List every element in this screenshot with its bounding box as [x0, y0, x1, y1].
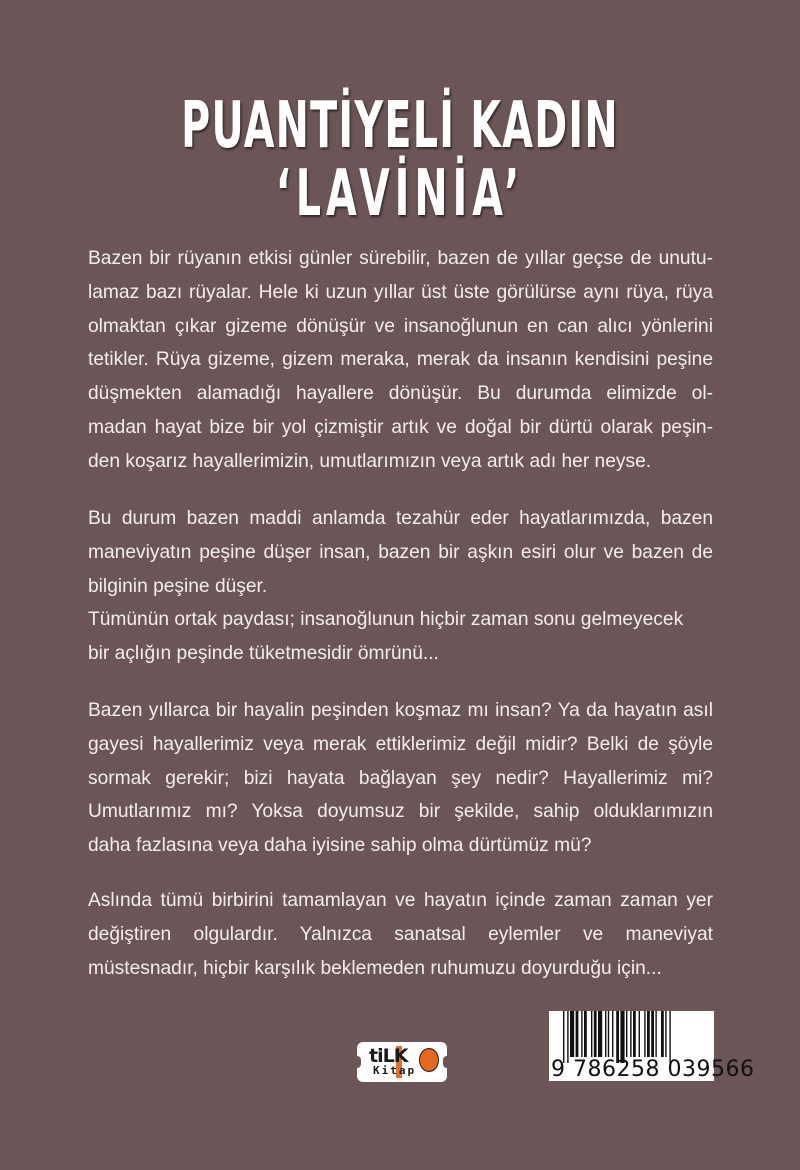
- text-line: Aslında tümü birbirini tamamlayan ve hayatın içinde zaman zaman yer: [88, 890, 713, 911]
- barcode-bar: [651, 1011, 654, 1057]
- text-line: tetikler. Rüya gizeme, gizem meraka, merak da insanın kendisini peşine: [88, 349, 713, 371]
- barcode-bar: [581, 1011, 582, 1057]
- barcode-bar: [591, 1011, 592, 1057]
- paragraph-2: [88, 502, 713, 671]
- publisher-logo: [357, 1042, 447, 1082]
- text-line: değiştiren olgulardır. Yalnızca sanatsal eylemler ve maneviyat: [88, 923, 713, 945]
- text-line: olmaktan çıkar gizeme dönüşür ve insanoğlunun en can alıcı yönlerini: [88, 315, 713, 337]
- barcode-bar: [576, 1011, 579, 1057]
- barcode-bar: [655, 1011, 656, 1057]
- text-line: Bazen bir rüyanın etkisi günler sürebilir, bazen de yıllar geçse de unutu-: [88, 248, 713, 269]
- book-subtitle: ‘LAVİNİA’: [275, 157, 525, 231]
- barcode-bar: [584, 1011, 587, 1057]
- logo-word: tiLK: [369, 1045, 408, 1067]
- barcode-bar: [605, 1011, 606, 1057]
- barcode-bars: [549, 1011, 714, 1063]
- barcode-bar: [633, 1011, 636, 1057]
- text-line: bir açlığın peşinde tüketmesidir ömrünü...: [88, 643, 439, 665]
- fox-icon: [419, 1048, 439, 1072]
- barcode-bar: [608, 1011, 609, 1057]
- text-line: den koşarız hayallerimizin, umutlarımızın veya artık adı her neyse.: [88, 450, 652, 472]
- barcode-bar: [616, 1011, 619, 1063]
- barcode-bar: [639, 1011, 640, 1057]
- barcode-bar: [563, 1011, 564, 1063]
- text-line: daha fazlasına veya daha iyisine sahip olma dürtümüz mü?: [88, 835, 592, 857]
- text-line: bilginin peşine düşer.: [88, 575, 268, 597]
- text-line: gayesi hayallerimiz veya merak ettiklerimiz değil midir? Belki de şöyle: [88, 733, 713, 755]
- book-title: PUANTİYELİ KADIN: [181, 89, 619, 163]
- barcode-bar: [661, 1011, 664, 1057]
- text-line: Bazen yıllarca bir hayalin peşinden koşmaz mı insan? Ya da hayatın asıl: [88, 700, 713, 721]
- barcode-bar: [644, 1011, 645, 1057]
- isbn-digits: 9 786258 039566: [551, 1057, 755, 1082]
- barcode-bar: [647, 1011, 650, 1057]
- text-line: Tümünün ortak paydası; insanoğlunun hiçbir zaman sonu gelmeyecek: [88, 609, 684, 631]
- barcode-bar: [570, 1011, 574, 1057]
- text-line: madan hayat bize bir yol çizmiştir artık ve doğal bir dürtü olarak peşin-: [88, 416, 713, 438]
- isbn-barcode: [549, 1011, 755, 1082]
- barcode-bar: [612, 1011, 613, 1057]
- text-line: Umutlarımız mı? Yoksa doyumsuz bir şekilde, sahip olduklarımızın: [88, 801, 713, 823]
- text-line: sormak gerekir; bizi hayata bağlayan şey nedir? Hayallerimiz mi?: [88, 767, 713, 789]
- barcode-bar: [620, 1011, 624, 1063]
- barcode-bar: [626, 1011, 627, 1057]
- paragraph-3: [88, 694, 713, 863]
- barcode-bar: [567, 1011, 568, 1063]
- barcode-bar: [669, 1011, 670, 1063]
- barcode-bar: [630, 1011, 631, 1057]
- text-line: lamaz bazı rüyalar. Hele ki uzun yıllar üst üste görülürse aynı rüya, rüya: [88, 281, 713, 303]
- paragraph-4: [88, 884, 713, 985]
- barcode-bar: [594, 1011, 597, 1057]
- paragraph-1: [88, 242, 713, 479]
- logo-sub: Kitap: [373, 1064, 417, 1077]
- text-line: müstesnadır, hiçbir karşılık beklemeden ruhumuzu doyurduğu için...: [88, 957, 662, 979]
- barcode-bar: [598, 1011, 602, 1057]
- barcode-bar: [665, 1011, 666, 1057]
- text-line: maneviyatın peşine düşer insan, bazen bir aşkın esiri olur ve bazen de: [88, 541, 713, 563]
- text-line: Bu durum bazen maddi anlamda tezahür eder hayatlarımızda, bazen: [88, 508, 713, 529]
- text-line: düşmekten alamadığı hayallere dönüşür. Bu durumda elimizde ol-: [88, 383, 713, 405]
